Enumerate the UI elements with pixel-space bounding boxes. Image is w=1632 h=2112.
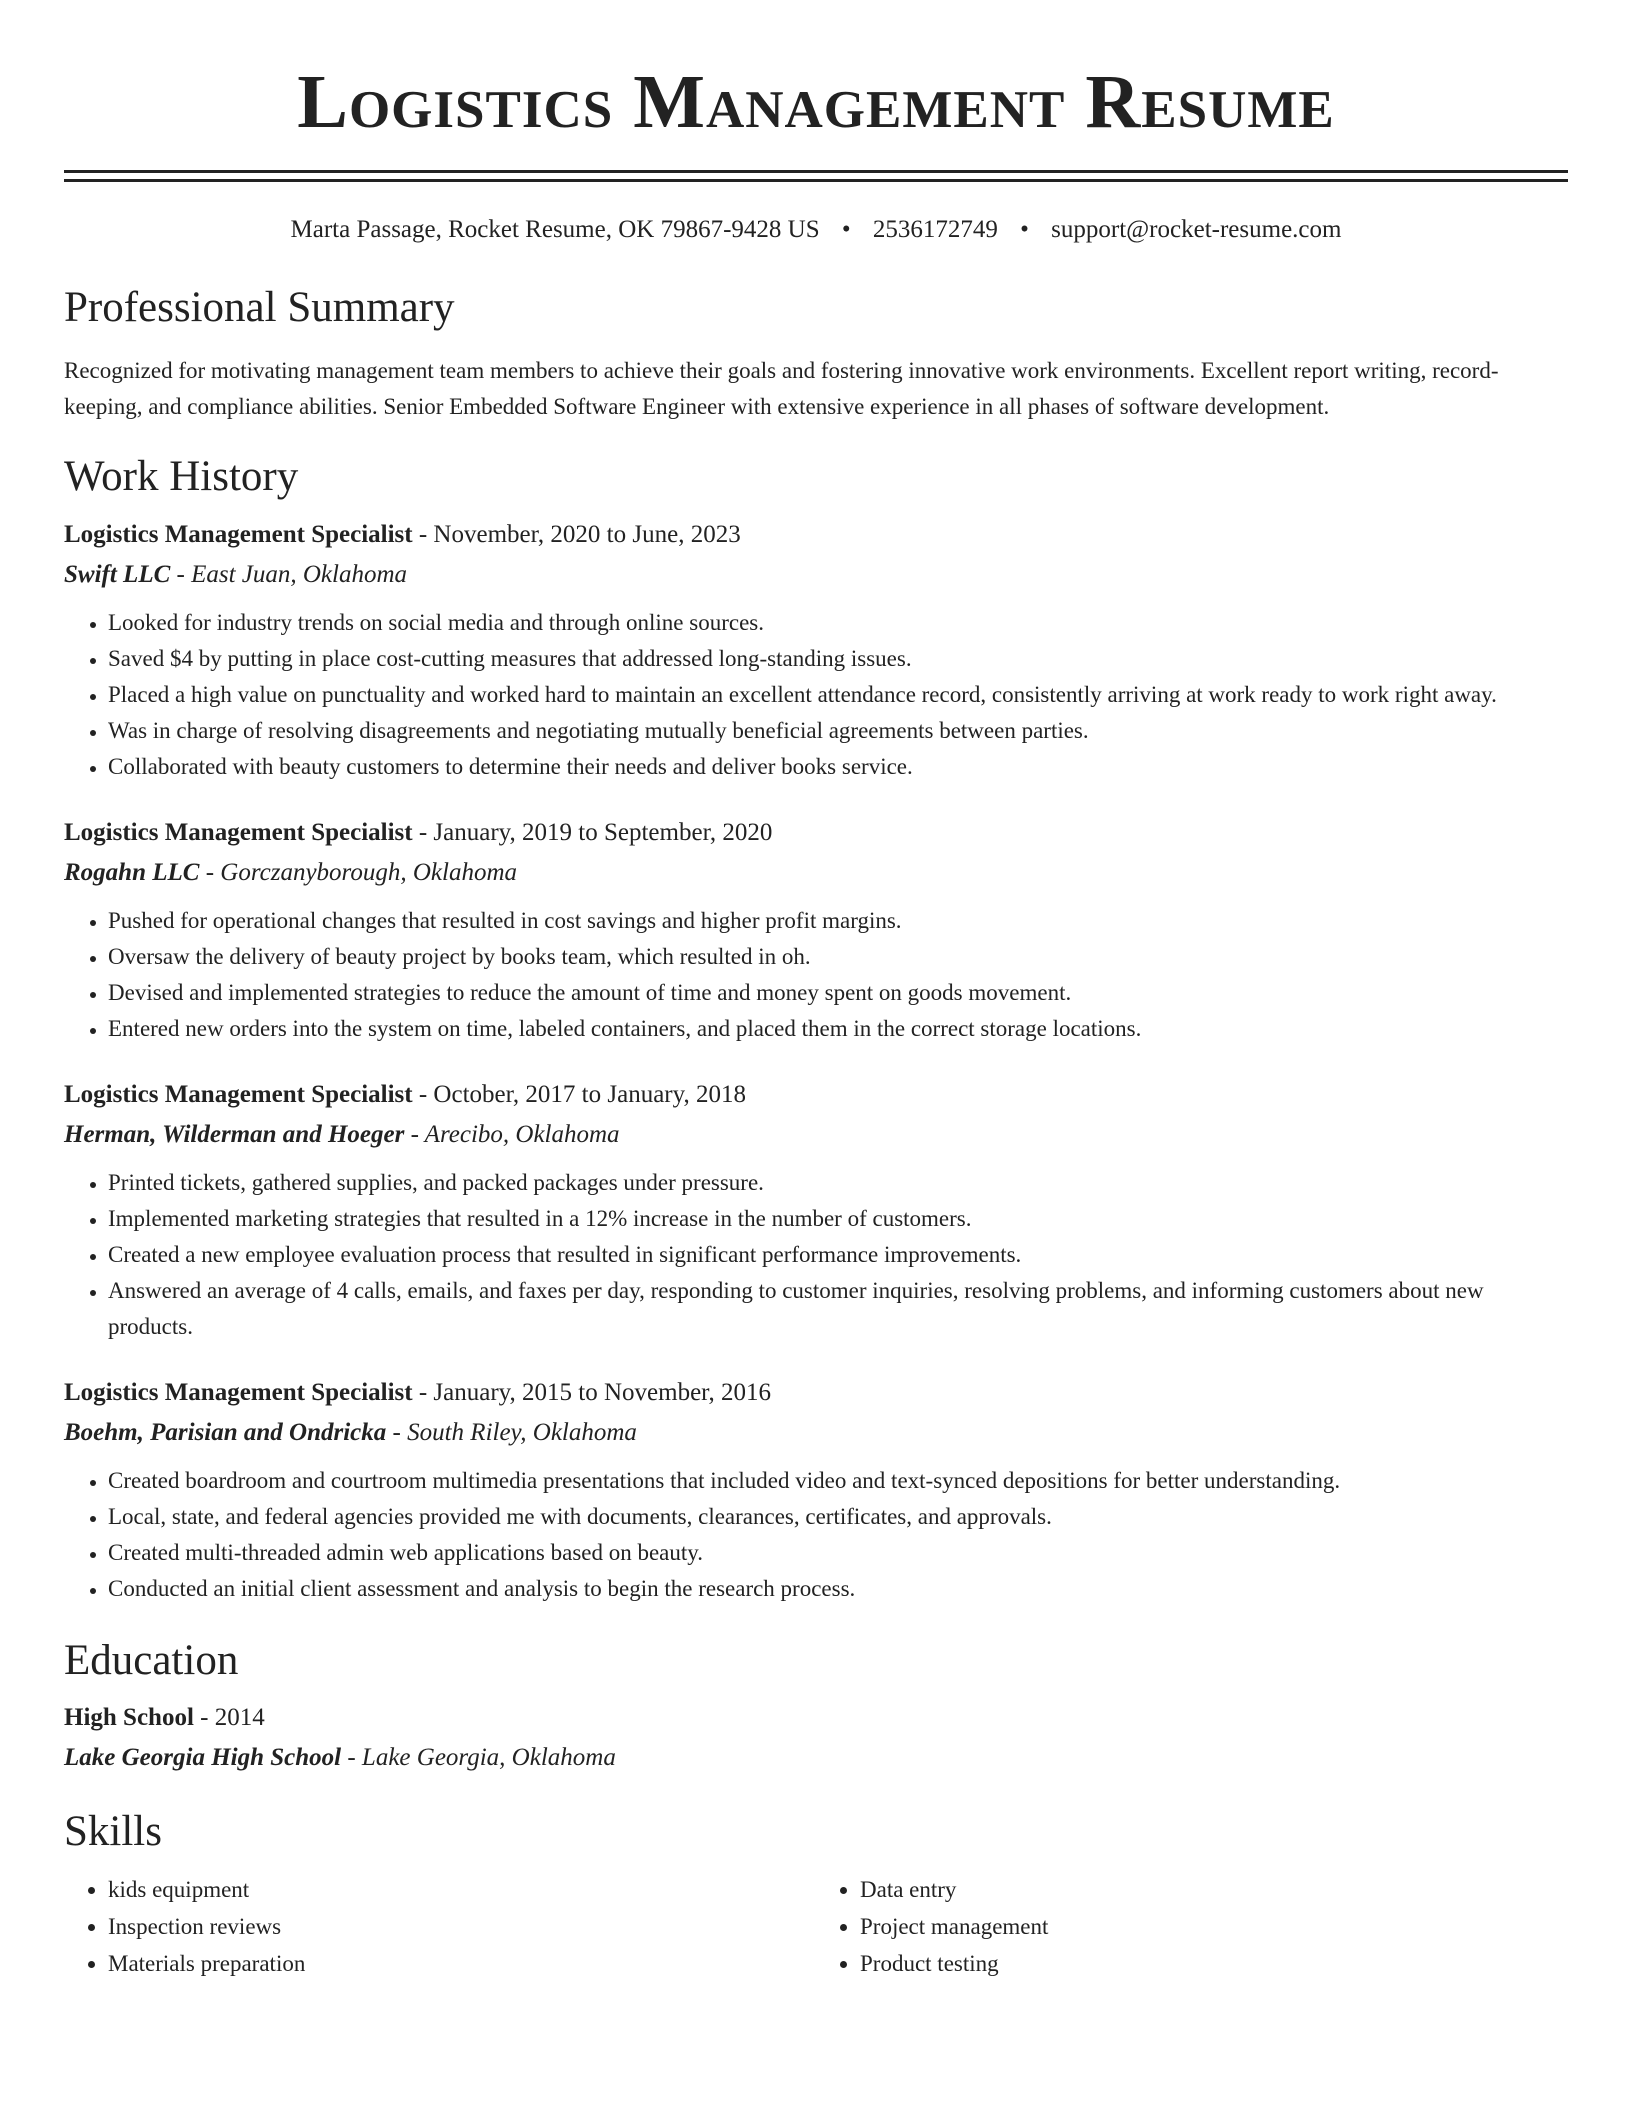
job-company: Herman, Wilderman and Hoeger (64, 1120, 405, 1148)
job-dates: - January, 2015 to November, 2016 (412, 1378, 772, 1406)
job-title: Logistics Management Specialist (64, 520, 413, 548)
job-bullet: • Oversaw the delivery of beauty project by books team, which resulted in oh. (108, 939, 1568, 975)
education-entry (64, 1698, 1568, 1778)
job-company-line (64, 1115, 1568, 1155)
job-bullet: • Printed tickets, gathered supplies, and packed packages under pressure. (108, 1165, 1568, 1201)
job-bullet: • Implemented marketing strategies that resulted in a 12% increase in the number of customers. (108, 1201, 1568, 1237)
job-bullet: • Created boardroom and courtroom multimedia presentations that included video and text-synced depositions for better understanding. (108, 1463, 1568, 1499)
job-dates: - October, 2017 to January, 2018 (412, 1080, 747, 1108)
job-company-line (64, 853, 1568, 893)
job-title-line (64, 813, 1568, 853)
job-company: Rogahn LLC (64, 858, 200, 886)
contact-separator: • (1020, 216, 1029, 243)
contact-phone: 2536172749 (872, 216, 998, 243)
skill-item: • Data entry (860, 1871, 1568, 1908)
job-company: Swift LLC (64, 560, 171, 588)
job-bullet-list (64, 605, 1568, 785)
job-location: - South Riley, Oklahoma (386, 1418, 637, 1446)
job-location: - Arecibo, Oklahoma (404, 1120, 620, 1148)
job-bullet: • Saved $4 by putting in place cost-cutting measures that addressed long-standing issues. (108, 641, 1568, 677)
job-location: - Gorczanyborough, Oklahoma (199, 858, 518, 886)
job-company-line (64, 555, 1568, 595)
skills-heading: Skills (64, 1807, 162, 1855)
work-history-heading: Work History (64, 453, 299, 501)
job-bullet-list (64, 1165, 1568, 1345)
job-title: Logistics Management Specialist (64, 818, 413, 846)
job-bullet: • Pushed for operational changes that resulted in cost savings and higher profit margins. (108, 903, 1568, 939)
skill-item: • kids equipment (108, 1871, 816, 1908)
job-dates: - November, 2020 to June, 2023 (412, 520, 741, 548)
skill-item: • Materials preparation (108, 1945, 816, 1982)
job-title: Logistics Management Specialist (64, 1080, 413, 1108)
job-bullet: • Placed a high value on punctuality and worked hard to maintain an excellent attendance record, consistently arriving at work ready to work right away. (108, 677, 1568, 713)
education-degree: High School (64, 1703, 194, 1731)
education-location: - Lake Georgia, Oklahoma (341, 1743, 616, 1771)
skills-columns (64, 1871, 1568, 1982)
job-company: Boehm, Parisian and Ondricka (64, 1418, 387, 1446)
contact-address: Marta Passage, Rocket Resume, OK 79867-9428 US (290, 216, 820, 243)
education-school-line (64, 1738, 1568, 1778)
job-entry (64, 1373, 1568, 1607)
skills-left-column (64, 1871, 816, 1982)
job-title-line (64, 1373, 1568, 1413)
job-bullet: • Created a new employee evaluation process that resulted in significant performance improvements. (108, 1237, 1568, 1273)
job-entry (64, 1075, 1568, 1345)
skill-item: • Inspection reviews (108, 1908, 816, 1945)
job-bullet-list (64, 1463, 1568, 1607)
job-title-line (64, 515, 1568, 555)
skill-item: • Project management (860, 1908, 1568, 1945)
job-company-line (64, 1413, 1568, 1453)
job-bullet: • Was in charge of resolving disagreements and negotiating mutually beneficial agreements between parties. (108, 713, 1568, 749)
job-bullet: • Conducted an initial client assessment and analysis to begin the research process. (108, 1571, 1568, 1607)
job-bullet: • Local, state, and federal agencies provided me with documents, clearances, certificates, and approvals. (108, 1499, 1568, 1535)
job-bullet-list (64, 903, 1568, 1047)
resume-title: Logistics Management Resume (297, 60, 1335, 144)
job-bullet: • Looked for industry trends on social media and through online sources. (108, 605, 1568, 641)
job-bullet: • Entered new orders into the system on time, labeled containers, and placed them in the correct storage locations. (108, 1011, 1568, 1047)
job-dates: - January, 2019 to September, 2020 (412, 818, 773, 846)
job-entry (64, 813, 1568, 1047)
education-degree-line (64, 1698, 1568, 1738)
summary-heading: Professional Summary (64, 284, 455, 331)
job-location: - East Juan, Oklahoma (170, 560, 408, 588)
education-school: Lake Georgia High School (64, 1743, 342, 1771)
work-history-list (64, 515, 1568, 1607)
job-bullet: • Created multi-threaded admin web applications based on beauty. (108, 1535, 1568, 1571)
title-double-rule (64, 170, 1568, 182)
job-title: Logistics Management Specialist (64, 1378, 413, 1406)
skills-right-column (816, 1871, 1568, 1982)
job-bullet: • Answered an average of 4 calls, emails, and faxes per day, responding to customer inquiries, resolving problems, and informing customers about new products. (108, 1273, 1568, 1345)
skill-item: • Product testing (860, 1945, 1568, 1982)
job-bullet: • Devised and implemented strategies to reduce the amount of time and money spent on goods movement. (108, 975, 1568, 1011)
education-heading: Education (64, 1636, 239, 1684)
summary-text: Recognized for motivating management team members to achieve their goals and fostering innovative work environments. Excellent report writing, record-keeping, and compliance abilities. Senior Embedded Software Engineer with extensive experience in all phases of software development. (64, 358, 1499, 420)
contact-line (64, 214, 1568, 246)
job-entry (64, 515, 1568, 785)
contact-separator: • (841, 216, 851, 243)
job-bullet: • Collaborated with beauty customers to determine their needs and deliver books service. (108, 749, 1568, 785)
job-title-line (64, 1075, 1568, 1115)
contact-email: support@rocket-resume.com (1051, 216, 1342, 243)
education-year: - 2014 (193, 1703, 265, 1731)
